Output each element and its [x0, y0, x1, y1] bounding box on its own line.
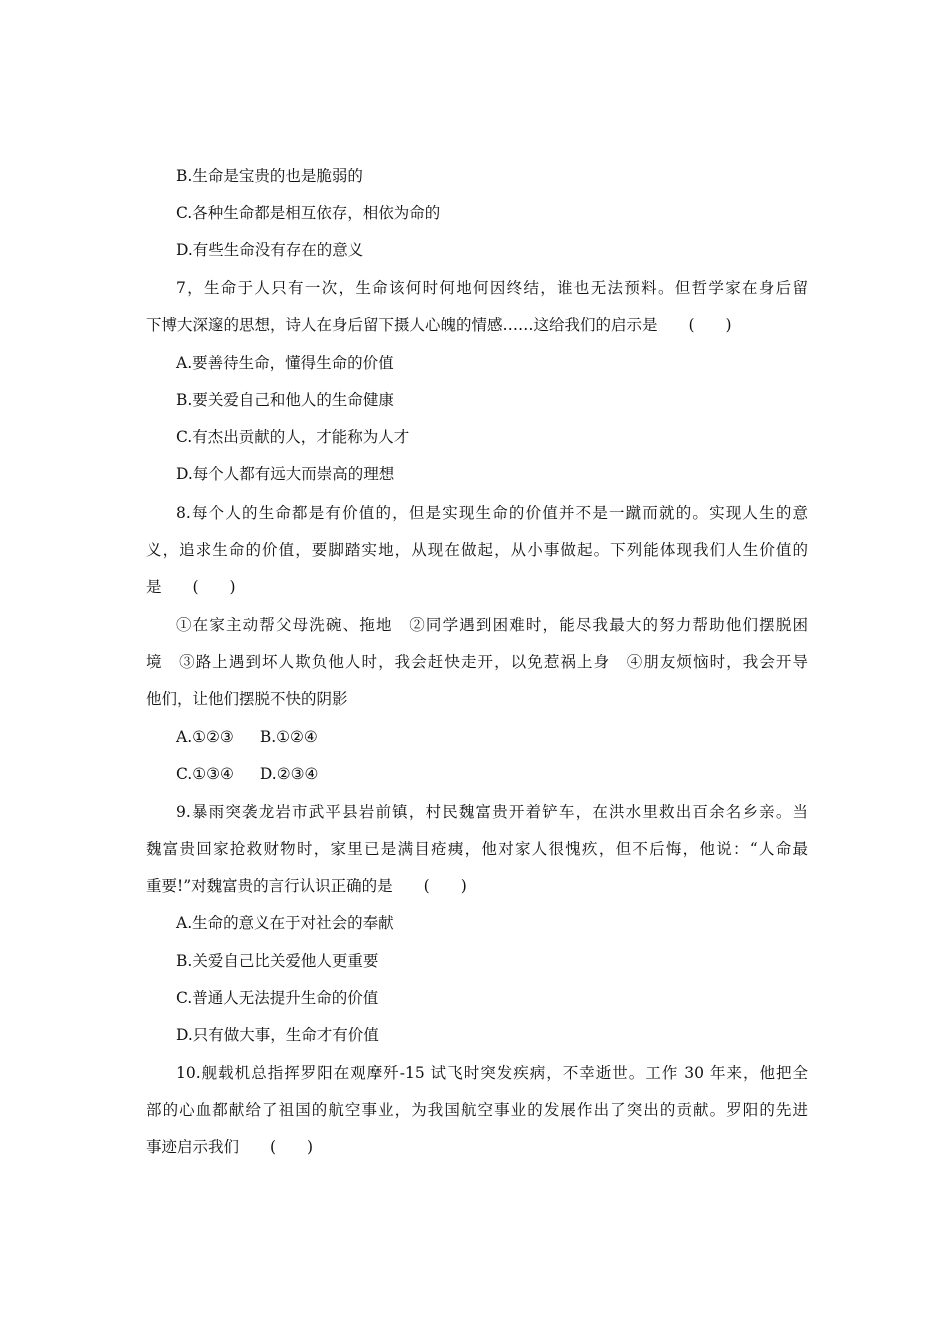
q9-stem-line-1: 9.暴雨突袭龙岩市武平县岩前镇，村民魏富贵开着铲车，在洪水里救出百余名乡亲。当 [176, 803, 808, 821]
q6-option-b: B.生命是宝贵的也是脆弱的 [176, 167, 363, 185]
q9-option-a: A.生命的意义在于对社会的奉献 [176, 914, 394, 932]
q8-option-d: D.②③④ [259, 765, 319, 783]
q8-option-b: B.①②④ [259, 728, 318, 746]
q8-options-row-2 [176, 764, 808, 784]
q9-option-d: D.只有做大事，生命才有价值 [176, 1026, 379, 1044]
q8-option-a: A.①②③ [176, 728, 234, 746]
q9-stem-line-3: 重要!”对魏富贵的言行认识正确的是 ( ) [146, 877, 467, 895]
q8-option-c: C.①③④ [176, 765, 234, 783]
q8-choices-line-1: ①在家主动帮父母洗碗、拖地 ②同学遇到困难时，能尽我最大的努力帮助他们摆脱困 [176, 616, 808, 634]
q7-option-a: A.要善待生命，懂得生命的价值 [176, 354, 394, 372]
q7-stem-line-2: 下博大深邃的思想，诗人在身后留下摄人心魄的情感……这给我们的启示是 ( ) [146, 316, 732, 334]
q7-option-c: C.有杰出贡献的人，才能称为人才 [176, 428, 410, 446]
q8-choices-line-2: 境 ③路上遇到坏人欺负他人时，我会赶快走开，以免惹祸上身 ④朋友烦恼时，我会开导 [146, 653, 808, 671]
q8-stem-line-1: 8.每个人的生命都是有价值的，但是实现生命的价值并不是一蹴而就的。实现人生的意 [176, 504, 808, 522]
q10-stem-line-3: 事迹启示我们 ( ) [146, 1138, 314, 1156]
q7-option-d: D.每个人都有远大而崇高的理想 [176, 465, 395, 483]
q8-stem-line-2: 义，追求生命的价值，要脚踏实地，从现在做起，从小事做起。下列能体现我们人生价值的 [146, 541, 808, 559]
q7-option-b: B.要关爱自己和他人的生命健康 [176, 391, 394, 409]
q8-options-row-1 [176, 727, 808, 747]
q7-stem-line-1: 7，生命于人只有一次，生命该何时何地何因终结，谁也无法预料。但哲学家在身后留 [176, 279, 808, 297]
q8-stem-line-3: 是 ( ) [146, 578, 236, 596]
q10-stem-line-2: 部的心血都献给了祖国的航空事业，为我国航空事业的发展作出了突出的贡献。罗阳的先进 [146, 1101, 808, 1119]
q8-choices-line-3: 他们，让他们摆脱不快的阴影 [146, 690, 348, 708]
q9-option-c: C.普通人无法提升生命的价值 [176, 989, 379, 1007]
q9-option-b: B.关爱自己比关爱他人更重要 [176, 952, 379, 970]
q9-stem-line-2: 魏富贵回家抢救财物时，家里已是满目疮痍，他对家人很愧疚，但不后悔，他说：“人命最 [146, 840, 808, 858]
q6-option-c: C.各种生命都是相互依存，相依为命的 [176, 204, 441, 222]
q10-stem-line-1: 10.舰载机总指挥罗阳在观摩歼-15 试飞时突发疾病，不幸逝世。工作 30 年来，他把全 [176, 1064, 808, 1082]
q6-option-d: D.有些生命没有存在的意义 [176, 241, 364, 259]
